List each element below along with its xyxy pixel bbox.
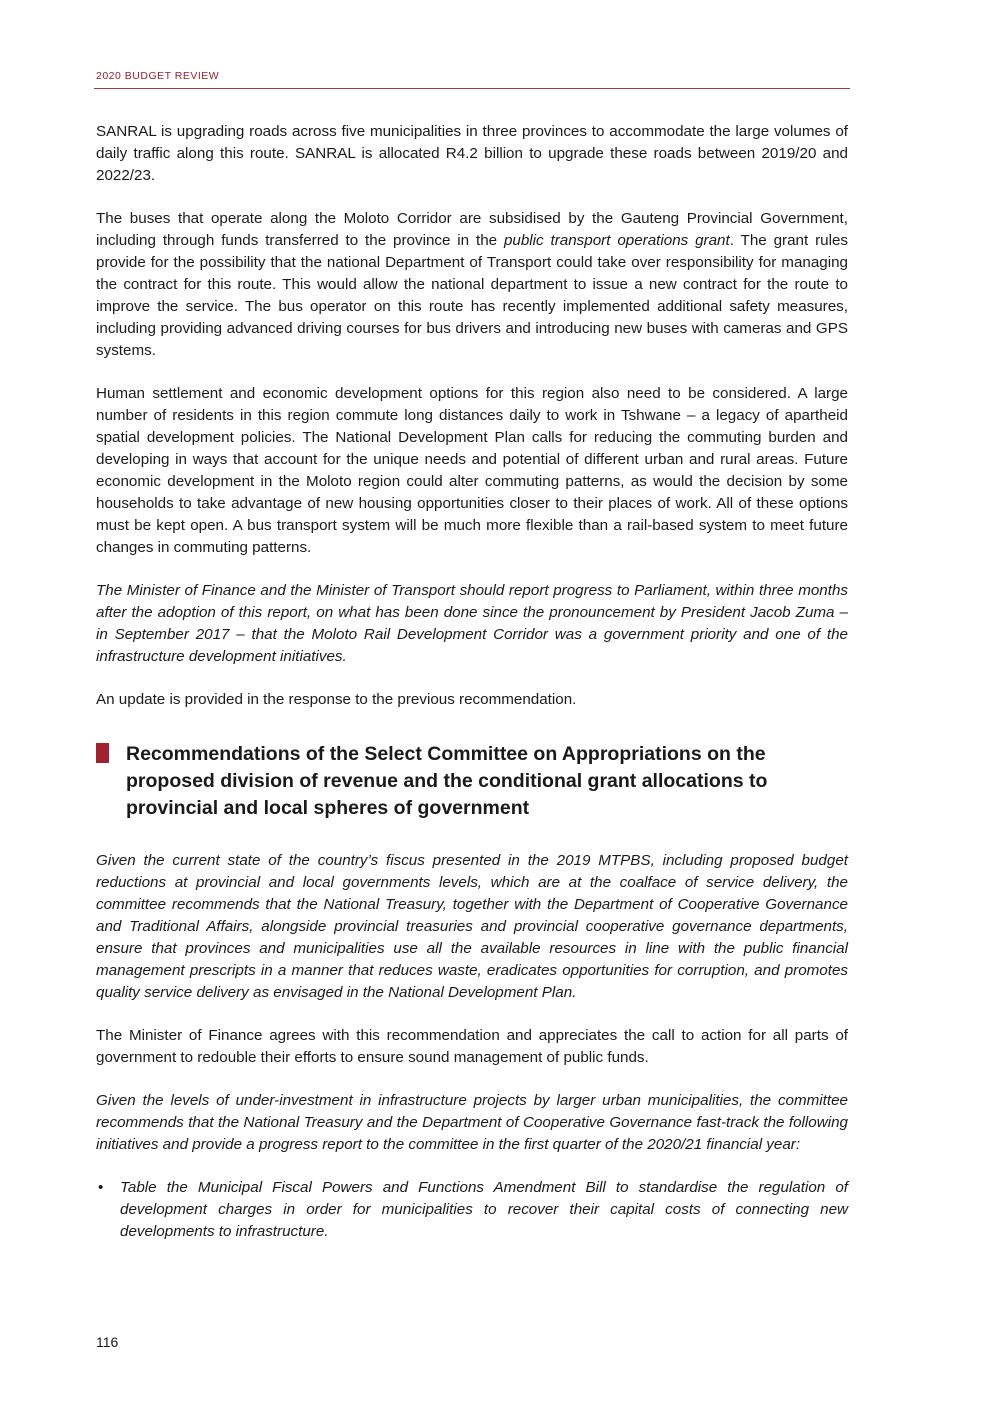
section-heading: Recommendations of the Select Committee on Appropriations on the proposed division of revenue and the conditional grant allocations to provincial and local spheres of government — [126, 743, 768, 819]
paragraph-buses — [96, 208, 848, 362]
recommendation-moloto: The Minister of Finance and the Minister of Transport should report progress to Parliament, within three months after the adoption of this report, on what has been done since the pronouncement by President Jacob Zuma – in September 2017 – that the Moloto Rail Development Corridor was a government priority and one of the infrastructure development initiatives. — [96, 582, 848, 665]
response-resources: The Minister of Finance agrees with this recommendation and appreciates the call to action for all parts of government to redouble their efforts to ensure sound management of public funds. — [96, 1027, 848, 1066]
bullet-icon: • — [98, 1179, 104, 1196]
running-header: 2020 BUDGET REVIEW — [96, 70, 220, 82]
recommendation-infrastructure: Given the levels of under-investment in infrastructure projects by larger urban municipalities, the committee recommends that the National Treasury and the Department of Cooperative Governance fast-track the following initiatives and provide a progress report to the committee in the first quarter of the 2020/21 financial year: — [96, 1092, 848, 1153]
recommendation-resources: Given the current state of the country’s fiscus presented in the 2019 MTPBS, including proposed budget reductions at provincial and local governments levels, which are at the coalface of service delivery, the committee recommends that the National Treasury, together with the Department of Cooperative Governance and Traditional Affairs, alongside provincial treasuries and provincial cooperative governance departments, ensure that provinces and municipalities use all the available resources in line with the public financial management prescripts in a manner that reduces waste, eradicates opportunities for corruption, and promotes quality service delivery as envisaged in the National Development Plan. — [96, 852, 848, 1001]
paragraph-buses-text-1: The buses that operate along the Moloto Corridor are subsidised by the Gauteng Provincial Government, including through funds transferred to the province in the — [96, 210, 848, 249]
paragraph-human-settlement: Human settlement and economic development options for this region also need to be considered. A large number of residents in this region commute long distances daily to work in Tshwane – a legacy of apartheid spatial development policies. The National Development Plan calls for reducing the commuting burden and developing in ways that account for the unique needs and potential of different urban and rural areas. Future economic development in the Moloto region could alter commuting patterns, as would the decision by some households to take advantage of new housing opportunities closer to their places of work. All of these options must be kept open. A bus transport system will be much more flexible than a rail-based system to meet future changes in commuting patterns. — [96, 385, 848, 556]
list-item — [96, 1177, 848, 1243]
header-rule — [94, 88, 850, 89]
paragraph-buses-grant-name: public transport operations grant — [503, 232, 730, 249]
heading-marker-icon — [96, 743, 109, 763]
paragraph-sanral: SANRAL is upgrading roads across five municipalities in three provinces to accommodate the large volumes of daily traffic along this route. SANRAL is allocated R4.2 billion to upgrade these roads between 2019/20 and 2022/23. — [96, 123, 848, 184]
page-number: 116 — [96, 1334, 119, 1350]
response-moloto: An update is provided in the response to the previous recommendation. — [96, 691, 577, 708]
page-body — [96, 121, 848, 1243]
initiatives-list — [96, 1177, 848, 1243]
section-heading-block — [96, 741, 848, 822]
paragraph-buses-text-2: . The grant rules provide for the possibility that the national Department of Transport could take over responsibility for managing the contract for this route. This would allow the national department to issue a new contract for the route to improve the service. The bus operator on this route has recently implemented additional safety measures, including providing advanced driving courses for bus drivers and introducing new buses with cameras and GPS systems. — [96, 232, 848, 359]
list-item-text: Table the Municipal Fiscal Powers and Functions Amendment Bill to standardise the regulation of development charges in order for municipalities to recover their capital costs of connecting new developments to infrastructure. — [120, 1179, 848, 1240]
